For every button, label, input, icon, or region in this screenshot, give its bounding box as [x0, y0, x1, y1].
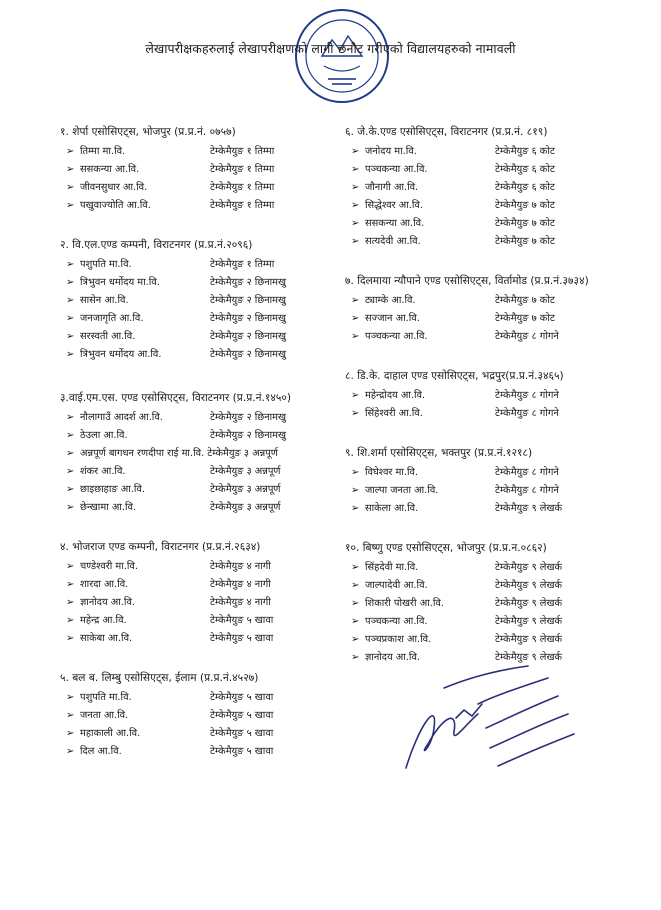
school-name: त्रिभुवन धर्मोदय आ.वि.	[80, 349, 162, 360]
school-row	[345, 215, 645, 233]
arrow-bullet-icon: ➢	[351, 467, 360, 478]
school-name: चण्डेश्वरी मा.वि.	[80, 561, 138, 572]
school-row	[60, 292, 360, 310]
arrow-bullet-icon: ➢	[351, 218, 360, 229]
school-row	[60, 197, 360, 215]
school-row	[345, 559, 645, 577]
school-row	[345, 179, 645, 197]
school-row	[345, 613, 645, 631]
arrow-bullet-icon: ➢	[351, 331, 360, 342]
school-row	[60, 463, 360, 481]
auditor-heading: ९. शि.शर्मा एसोसिएट्स, भक्तपुर (प्र.प्र.नं.१२१८)	[345, 447, 533, 459]
school-name: नौलागाउँ आदर्श आ.वि.	[80, 412, 163, 423]
school-address: टेम्केमैयुङ ५ खावा	[210, 615, 274, 626]
school-address: टेम्केमैयुङ ३ अन्नपूर्ण	[210, 502, 281, 513]
auditor-heading: ३.वाई.एम.एस. एण्ड एसोसिएट्स, विराटनगर (प्र.प्र.नं.१४५०)	[60, 392, 292, 404]
auditor-heading: २. वि.एल.एण्ड कम्पनी, विराटनगर (प्र.प्र.नं.२०९६)	[60, 239, 253, 251]
school-address: टेम्केमैयुङ ६ कोट	[495, 182, 555, 193]
school-address: टेम्केमैयुङ १ तिम्मा	[210, 259, 275, 270]
school-address: टेम्केमैयुङ ६ कोट	[495, 146, 555, 157]
school-address: टेम्केमैयुङ ८ गोगने	[495, 408, 559, 419]
school-name: पञ्चकन्या आ.वि.	[365, 164, 428, 175]
school-name: छाइछाहाङ आ.वि.	[80, 484, 145, 495]
school-name: छेन्खामा आ.वि.	[80, 502, 137, 513]
arrow-bullet-icon: ➢	[66, 466, 75, 477]
school-address: टेम्केमैयुङ १ तिम्मा	[210, 164, 275, 175]
school-name: जनजागृति आ.वि.	[80, 313, 144, 324]
school-row	[60, 594, 360, 612]
school-address: टेम्केमैयुङ ९ लेखर्क	[495, 503, 562, 514]
school-address: टेम्केमैयुङ ८ गोगने	[495, 331, 559, 342]
arrow-bullet-icon: ➢	[66, 746, 75, 757]
school-name: जनोदय मा.वि.	[365, 146, 417, 157]
arrow-bullet-icon: ➢	[66, 182, 75, 193]
school-address: टेम्केमैयुङ ७ कोट	[495, 295, 555, 306]
school-name: ज्ञानोदय आ.वि.	[80, 597, 136, 608]
school-address: टेम्केमैयुङ ३ अन्नपूर्ण	[210, 466, 281, 477]
school-address: टेम्केमैयुङ १ तिम्मा	[210, 146, 275, 157]
school-address: टेम्केमैयुङ ८ गोगने	[495, 467, 559, 478]
arrow-bullet-icon: ➢	[66, 200, 75, 211]
school-name: ट्याम्के आ.वि.	[365, 295, 416, 306]
auditor-heading: ६. जे.के.एण्ड एसोसिएट्स, विराटनगर (प्र.प्र.नं. ८१९)	[345, 126, 548, 138]
school-name: ठेउला आ.वि.	[80, 430, 128, 441]
school-name: अन्नपूर्ण बागधन रणदीपा राई मा.वि. टेम्केमैयुङ ३ अन्नपूर्ण	[80, 448, 278, 459]
school-address: टेम्केमैयुङ ५ खावा	[210, 728, 274, 739]
school-name: पशुपति मा.वि.	[80, 259, 132, 270]
school-address: टेम्केमैयुङ ४ नागी	[210, 579, 271, 590]
school-address: टेम्केमैयुङ ७ कोट	[495, 236, 555, 247]
school-row	[345, 143, 645, 161]
school-row	[345, 500, 645, 518]
arrow-bullet-icon: ➢	[351, 408, 360, 419]
school-address: टेम्केमैयुङ २ छिनामखु	[210, 313, 287, 324]
school-row	[60, 409, 360, 427]
arrow-bullet-icon: ➢	[66, 313, 75, 324]
auditor-group	[60, 539, 360, 648]
school-row	[345, 405, 645, 423]
school-name: महेन्द्रोदय आ.वि.	[365, 390, 426, 401]
arrow-bullet-icon: ➢	[351, 313, 360, 324]
school-name: सरस्वती आ.वि.	[80, 331, 136, 342]
school-row	[60, 725, 360, 743]
school-name: जनता आ.वि.	[80, 710, 129, 721]
school-name: शिकारी पोखरी आ.वि.	[365, 598, 444, 609]
school-name: त्रिभुवन धर्मोदय मा.वि.	[80, 277, 160, 288]
arrow-bullet-icon: ➢	[66, 146, 75, 157]
auditor-heading: ४. भोजराज एण्ड कम्पनी, विराटनगर (प्र.प्र.नं.२६३४)	[60, 541, 261, 553]
school-row	[345, 310, 645, 328]
school-row	[60, 707, 360, 725]
school-address: टेम्केमैयुङ ७ कोट	[495, 200, 555, 211]
arrow-bullet-icon: ➢	[351, 295, 360, 306]
arrow-bullet-icon: ➢	[66, 331, 75, 342]
arrow-bullet-icon: ➢	[351, 616, 360, 627]
school-name: जाल्पा जनता आ.वि.	[365, 485, 439, 496]
school-address: टेम्केमैयुङ २ छिनामखु	[210, 295, 287, 306]
arrow-bullet-icon: ➢	[351, 580, 360, 591]
arrow-bullet-icon: ➢	[66, 728, 75, 739]
school-address: टेम्केमैयुङ ८ गोगने	[495, 485, 559, 496]
auditor-heading: ८. डि.के. दाहाल एण्ड एसोसिएट्स, भद्रपुर(प्र.प्र.नं.३४६५)	[345, 370, 564, 382]
arrow-bullet-icon: ➢	[66, 430, 75, 441]
school-name: पशुपति मा.वि.	[80, 692, 132, 703]
school-address: टेम्केमैयुङ ९ लेखर्क	[495, 634, 562, 645]
school-row	[345, 328, 645, 346]
school-row	[60, 689, 360, 707]
auditor-group	[60, 670, 360, 761]
school-name: ज्ञानोदय आ.वि.	[365, 652, 421, 663]
school-name: सासेन आ.वि.	[80, 295, 129, 306]
arrow-bullet-icon: ➢	[66, 561, 75, 572]
school-name: शारदा आ.वि.	[80, 579, 129, 590]
school-name: शंकर आ.वि.	[80, 466, 126, 477]
school-name: साकेबा आ.वि.	[80, 633, 133, 644]
auditor-group	[345, 445, 645, 518]
school-row	[345, 292, 645, 310]
arrow-bullet-icon: ➢	[351, 200, 360, 211]
auditor-heading: ५. बल ब. लिम्बु एसोसिएट्स, ईलाम (प्र.प्र.नं.४५२७)	[60, 672, 259, 684]
school-address: टेम्केमैयुङ ७ कोट	[495, 218, 555, 229]
school-row	[60, 743, 360, 761]
school-name: तिम्मा मा.वि.	[80, 146, 126, 157]
signature-block	[398, 648, 588, 808]
auditor-heading: १. शेर्पा एसोसिएट्स, भोजपुर (प्र.प्र.नं. ०७५७)	[60, 126, 236, 138]
arrow-bullet-icon: ➢	[66, 484, 75, 495]
auditor-group	[345, 124, 645, 251]
school-address: टेम्केमैयुङ ९ लेखर्क	[495, 616, 562, 627]
auditor-heading: ७. दिलमाया न्यौपाने एण्ड एसोसिएट्स, विर्तामोड (प्र.प्र.नं.३७३४)	[345, 275, 589, 287]
right-column	[345, 124, 645, 689]
school-row	[345, 387, 645, 405]
school-address: टेम्केमैयुङ २ छिनामखु	[210, 277, 287, 288]
school-row	[60, 328, 360, 346]
school-address: टेम्केमैयुङ १ तिम्मा	[210, 200, 275, 211]
school-row	[60, 179, 360, 197]
school-address: टेम्केमैयुङ ९ लेखर्क	[495, 562, 562, 573]
school-name: दिल आ.वि.	[80, 746, 122, 757]
school-name: जीवनसुधार आ.वि.	[80, 182, 148, 193]
school-row	[345, 631, 645, 649]
arrow-bullet-icon: ➢	[351, 182, 360, 193]
arrow-bullet-icon: ➢	[66, 164, 75, 175]
arrow-bullet-icon: ➢	[66, 259, 75, 270]
auditor-heading: १०. बिष्णु एण्ड एसोसिएट्स, भोजपुर (प्र.प्र.न.०८६२)	[345, 542, 547, 554]
arrow-bullet-icon: ➢	[351, 652, 360, 663]
school-row	[345, 233, 645, 251]
handwritten-signature	[398, 648, 588, 808]
school-row	[60, 274, 360, 292]
arrow-bullet-icon: ➢	[66, 633, 75, 644]
school-row	[60, 558, 360, 576]
school-address: टेम्केमैयुङ ५ खावा	[210, 633, 274, 644]
school-name: सिद्धेश्वर आ.वि.	[365, 200, 423, 211]
school-name: पखुवाज्योति आ.वि.	[80, 200, 151, 211]
school-row	[345, 482, 645, 500]
school-name: सत्यदेवी आ.वि.	[365, 236, 421, 247]
school-name: ससकन्या आ.वि.	[365, 218, 425, 229]
arrow-bullet-icon: ➢	[66, 502, 75, 513]
school-name: पञ्चकन्या आ.वि.	[365, 331, 428, 342]
school-address: टेम्केमैयुङ ५ खावा	[210, 692, 274, 703]
school-address: टेम्केमैयुङ ३ अन्नपूर्ण	[210, 484, 281, 495]
arrow-bullet-icon: ➢	[351, 503, 360, 514]
auditor-group	[345, 368, 645, 423]
arrow-bullet-icon: ➢	[351, 598, 360, 609]
arrow-bullet-icon: ➢	[66, 710, 75, 721]
school-address: टेम्केमैयुङ ८ गोगने	[495, 390, 559, 401]
school-address: टेम्केमैयुङ ९ लेखर्क	[495, 652, 562, 663]
school-address: टेम्केमैयुङ ४ नागी	[210, 561, 271, 572]
school-row	[60, 445, 360, 463]
document-title: लेखापरीक्षकहरुलाई लेखापरीक्षणको लागी छनौट गरीएको विद्यालयहरुको नामावली	[145, 41, 516, 56]
school-name: पञ्चकन्या आ.वि.	[365, 616, 428, 627]
school-address: टेम्केमैयुङ ६ कोट	[495, 164, 555, 175]
school-name: महेन्द्र आ.वि.	[80, 615, 127, 626]
school-name: साकेला आ.वि.	[365, 503, 419, 514]
school-address: टेम्केमैयुङ २ छिनामखु	[210, 349, 287, 360]
school-name: सिंहदेवी मा.वि.	[365, 562, 419, 573]
auditor-group	[60, 237, 360, 364]
arrow-bullet-icon: ➢	[66, 412, 75, 423]
auditor-group	[60, 124, 360, 215]
school-name: विघेश्वर मा.वि.	[365, 467, 419, 478]
school-name: पञ्चप्रकाश आ.वि.	[365, 634, 432, 645]
school-address: टेम्केमैयुङ २ छिनामखु	[210, 412, 287, 423]
school-row	[60, 481, 360, 499]
school-address: टेम्केमैयुङ १ तिम्मा	[210, 182, 275, 193]
arrow-bullet-icon: ➢	[66, 448, 75, 459]
school-address: टेम्केमैयुङ ४ नागी	[210, 597, 271, 608]
school-row	[60, 612, 360, 630]
arrow-bullet-icon: ➢	[66, 615, 75, 626]
school-name: सज्जान आ.वि.	[365, 313, 420, 324]
arrow-bullet-icon: ➢	[351, 390, 360, 401]
school-row	[345, 197, 645, 215]
school-row	[60, 310, 360, 328]
school-address: टेम्केमैयुङ ९ लेखर्क	[495, 598, 562, 609]
school-row	[60, 499, 360, 517]
arrow-bullet-icon: ➢	[351, 485, 360, 496]
arrow-bullet-icon: ➢	[66, 295, 75, 306]
school-row	[60, 256, 360, 274]
school-address: टेम्केमैयुङ २ छिनामखु	[210, 331, 287, 342]
school-row	[345, 577, 645, 595]
left-column	[60, 124, 360, 783]
school-row	[345, 595, 645, 613]
school-address: टेम्केमैयुङ ५ खावा	[210, 746, 274, 757]
school-name: महाकाली आ.वि.	[80, 728, 141, 739]
school-row	[60, 346, 360, 364]
school-address: टेम्केमैयुङ ५ खावा	[210, 710, 274, 721]
school-row	[60, 630, 360, 648]
arrow-bullet-icon: ➢	[66, 277, 75, 288]
arrow-bullet-icon: ➢	[66, 597, 75, 608]
school-address: टेम्केमैयुङ ९ लेखर्क	[495, 580, 562, 591]
school-name: जाल्पादेवी आ.वि.	[365, 580, 428, 591]
school-row	[60, 161, 360, 179]
arrow-bullet-icon: ➢	[351, 146, 360, 157]
school-row	[60, 143, 360, 161]
auditor-group	[60, 390, 360, 517]
arrow-bullet-icon: ➢	[351, 562, 360, 573]
school-name: सिंहेश्वरी आ.वि.	[365, 408, 423, 419]
school-row	[345, 464, 645, 482]
arrow-bullet-icon: ➢	[66, 349, 75, 360]
school-name: ससकन्या आ.वि.	[80, 164, 140, 175]
school-row	[60, 427, 360, 445]
arrow-bullet-icon: ➢	[351, 236, 360, 247]
arrow-bullet-icon: ➢	[351, 164, 360, 175]
school-address: टेम्केमैयुङ २ छिनामखु	[210, 430, 287, 441]
arrow-bullet-icon: ➢	[351, 634, 360, 645]
arrow-bullet-icon: ➢	[66, 579, 75, 590]
school-address: टेम्केमैयुङ ७ कोट	[495, 313, 555, 324]
arrow-bullet-icon: ➢	[66, 692, 75, 703]
school-name: जौनागी आ.वि.	[365, 182, 419, 193]
auditor-group	[345, 273, 645, 346]
school-row	[60, 576, 360, 594]
school-row	[345, 161, 645, 179]
